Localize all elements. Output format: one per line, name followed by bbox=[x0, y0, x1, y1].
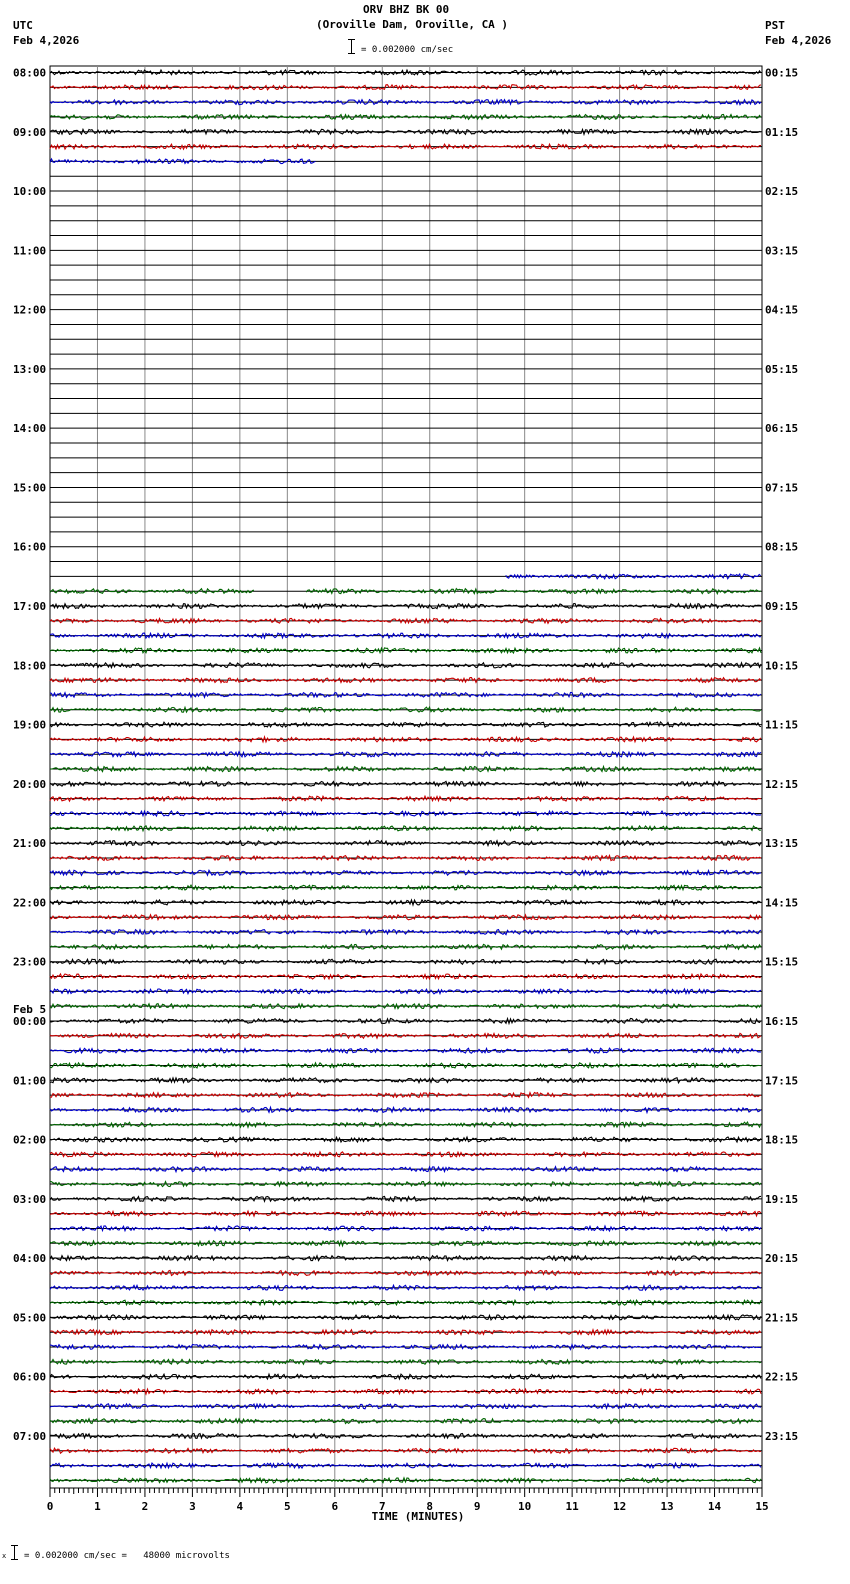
utc-hour-label: 19:00 bbox=[13, 718, 47, 732]
utc-hour-label: 11:00 bbox=[13, 244, 47, 258]
utc-hour-label: 07:00 bbox=[13, 1429, 47, 1443]
pst-hour-label: 13:15 bbox=[765, 837, 799, 851]
pst-hour-label: 10:15 bbox=[765, 659, 799, 673]
utc-hour-label: 22:00 bbox=[13, 896, 47, 910]
x-tick-label: 0 bbox=[46, 1500, 54, 1513]
utc-hour-label: 09:00 bbox=[13, 125, 47, 139]
pst-hour-label: 14:15 bbox=[765, 896, 799, 910]
utc-hour-label: 06:00 bbox=[13, 1370, 47, 1384]
seismic-trace bbox=[50, 85, 761, 90]
seismic-trace bbox=[50, 974, 761, 979]
utc-hour-label: 12:00 bbox=[13, 303, 47, 317]
left-date: Feb 4,2026 bbox=[13, 34, 80, 47]
utc-hour-label: 15:00 bbox=[13, 481, 47, 495]
pst-hour-label: 11:15 bbox=[765, 718, 799, 732]
utc-hour-label: 21:00 bbox=[13, 837, 47, 851]
utc-hour-label: 05:00 bbox=[13, 1311, 47, 1325]
pst-hour-label: 22:15 bbox=[765, 1370, 799, 1384]
pst-hour-label: 08:15 bbox=[765, 540, 799, 554]
utc-hour-label: 10:00 bbox=[13, 185, 47, 199]
pst-hour-label: 04:15 bbox=[765, 303, 799, 317]
utc-hour-label: 16:00 bbox=[13, 540, 47, 554]
x-tick-label: 3 bbox=[189, 1500, 196, 1513]
x-tick-label: 5 bbox=[284, 1500, 291, 1513]
pst-hour-label: 07:15 bbox=[765, 481, 799, 495]
x-tick-label: 6 bbox=[331, 1500, 339, 1513]
seismic-trace bbox=[50, 944, 761, 949]
right-date: Feb 4,2026 bbox=[765, 34, 832, 47]
x-tick-label: 10 bbox=[518, 1500, 532, 1513]
right-timezone: PST bbox=[765, 19, 785, 32]
x-axis-label: TIME (MINUTES) bbox=[371, 1510, 465, 1523]
pst-hour-label: 19:15 bbox=[765, 1192, 799, 1206]
utc-hour-label: 00:00 bbox=[13, 1014, 47, 1028]
seismic-trace bbox=[50, 1330, 761, 1335]
utc-hour-label: 08:00 bbox=[13, 66, 47, 80]
scale-label: = 0.002000 cm/sec bbox=[361, 45, 454, 55]
pst-hour-label: 09:15 bbox=[765, 600, 799, 614]
x-tick-label: 2 bbox=[141, 1500, 149, 1513]
utc-hour-label: 14:00 bbox=[13, 422, 47, 436]
pst-hour-label: 01:15 bbox=[765, 125, 799, 139]
seismic-trace bbox=[50, 159, 316, 164]
footer-scale-label: = 0.002000 cm/sec = 48000 microvolts bbox=[24, 1551, 230, 1561]
pst-hour-label: 02:15 bbox=[765, 185, 799, 199]
seismic-trace bbox=[50, 781, 761, 786]
x-tick-label: 1 bbox=[94, 1500, 101, 1513]
utc-hour-label: 18:00 bbox=[13, 659, 47, 673]
pst-hour-label: 05:15 bbox=[765, 362, 799, 376]
pst-hour-label: 15:15 bbox=[765, 955, 799, 969]
seismic-trace bbox=[50, 989, 761, 994]
utc-hour-label: 04:00 bbox=[13, 1252, 47, 1266]
x-tick-label: 7 bbox=[378, 1500, 386, 1513]
x-tick-label: 14 bbox=[707, 1500, 722, 1513]
x-tick-label: 15 bbox=[755, 1500, 769, 1513]
utc-hour-label: 13:00 bbox=[13, 362, 47, 376]
x-tick-label: 12 bbox=[612, 1500, 627, 1513]
pst-hour-label: 17:15 bbox=[765, 1074, 799, 1088]
utc-hour-label: 02:00 bbox=[13, 1133, 47, 1147]
utc-hour-label: 03:00 bbox=[13, 1192, 47, 1206]
pst-hour-label: 12:15 bbox=[765, 777, 799, 791]
pst-hour-label: 20:15 bbox=[765, 1252, 799, 1266]
seismic-trace bbox=[50, 870, 761, 875]
utc-hour-label: 20:00 bbox=[13, 777, 47, 791]
pst-hour-label: 06:15 bbox=[765, 422, 799, 436]
x-tick-label: 9 bbox=[473, 1500, 481, 1513]
x-tick-label: 11 bbox=[565, 1500, 579, 1513]
date-change-label: Feb 5 bbox=[13, 1002, 47, 1016]
pst-hour-label: 00:15 bbox=[765, 66, 799, 80]
pst-hour-label: 18:15 bbox=[765, 1133, 799, 1147]
x-tick-label: 8 bbox=[426, 1500, 434, 1513]
utc-hour-label: 23:00 bbox=[13, 955, 47, 969]
left-timezone: UTC bbox=[13, 19, 33, 32]
footer-scale-bar-icon bbox=[11, 1545, 18, 1560]
seismic-trace bbox=[50, 633, 761, 638]
utc-hour-label: 17:00 bbox=[13, 600, 47, 614]
station-location: (Oroville Dam, Oroville, CA ) bbox=[316, 18, 509, 31]
pst-hour-label: 21:15 bbox=[765, 1311, 799, 1325]
seismic-trace bbox=[50, 959, 761, 964]
pst-hour-label: 03:15 bbox=[765, 244, 799, 258]
seismic-trace bbox=[50, 678, 761, 683]
utc-hour-label: 01:00 bbox=[13, 1074, 47, 1088]
seismic-trace bbox=[50, 1241, 761, 1246]
pst-hour-label: 16:15 bbox=[765, 1014, 799, 1028]
station-title: ORV BHZ BK 00 bbox=[363, 3, 450, 16]
seismic-trace bbox=[50, 1033, 761, 1038]
footer-mark: x bbox=[2, 1552, 7, 1560]
x-tick-label: 4 bbox=[236, 1500, 244, 1513]
pst-hour-label: 23:15 bbox=[765, 1429, 799, 1443]
x-tick-label: 13 bbox=[660, 1500, 674, 1513]
